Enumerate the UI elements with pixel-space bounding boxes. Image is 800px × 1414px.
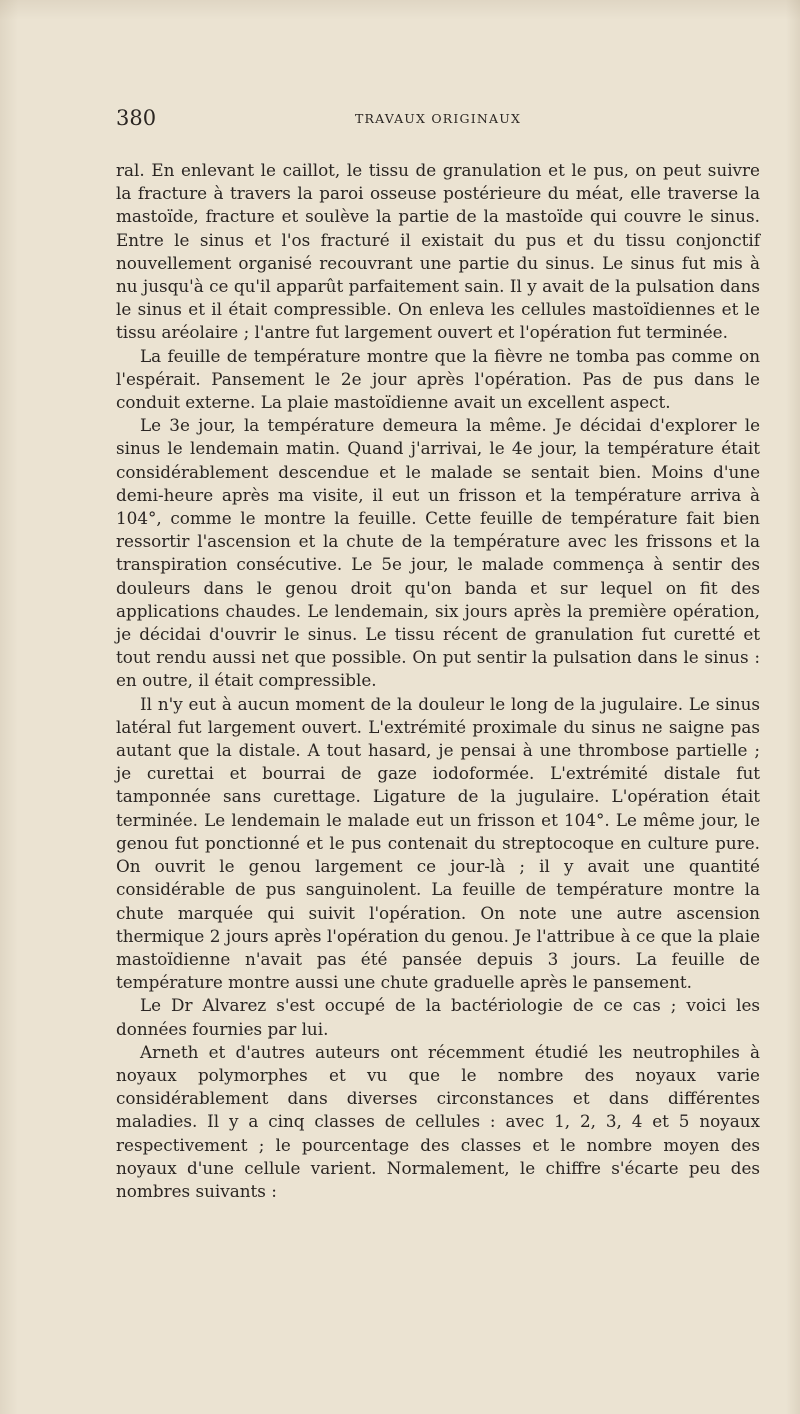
paragraph: Il n'y eut à aucun moment de la douleur le long de la jugulaire. Le sinus latéral fut largement ouvert. L'extrémité proximale du sinus ne saigne pas autant que la distale. A tout hasard, je pensai à une thrombose partielle ; je curettai et bourrai de gaze iodoformée. L'extrémité distale fut tamponnée sans curettage. Ligature de la jugulaire. L'opération était terminée. Le lendemain le malade eut un frisson et 104°. Le même jour, le genou fut ponctionné et le pus contenait du streptocoque en culture pure. On ouvrit le genou largement ce jour-là ; il y avait une quantité considérable de pus sanguinolent. La feuille de température montre la chute marquée qui suivit l'opération. On note une autre ascension thermique 2 jours après l'opération du genou. Je l'attribue à ce que la plaie mastoïdienne n'avait pas été pansée depuis 3 jours. La feuille de température montre aussi une chute graduelle après le pansement. (116, 693, 760, 993)
paragraph: ral. En enlevant le caillot, le tissu de granulation et le pus, on peut suivre la fracture à travers la paroi osseuse postérieure du méat, elle traverse la mastoïde, fracture et soulève la partie de la mastoïde qui couvre le sinus. Entre le sinus et l'os fracturé il existait du pus et du tissu conjonctif nouvellement organisé recouvrant une partie du sinus. Le sinus fut mis à nu jusqu'à ce qu'il apparût parfaitement sain. Il y avait de la pulsation dans le sinus et il était compressible. On enleva les cellules mastoïdiennes et le tissu aréolaire ; l'antre fut largement ouvert et l'opération fut terminée. (116, 160, 760, 343)
paragraph: La feuille de température montre que la fièvre ne tomba pas comme on l'espérait. Pansement le 2e jour après l'opération. Pas de pus dans le conduit externe. La plaie mastoïdienne avait un excellent aspect. (116, 345, 760, 413)
running-title: TRAVAUX ORIGINAUX (354, 111, 522, 126)
paragraph: Le Dr Alvarez s'est occupé de la bactériologie de ce cas ; voici les données fournies par lui. (116, 995, 760, 1039)
paragraph: Arneth et d'autres auteurs ont récemment étudié les neutrophiles à noyaux polymorphes et vu que le nombre des noyaux varie considérablement dans diverses circonstances et dans différentes maladies. Il y a cinq classes de cellules : avec 1, 2, 3, 4 et 5 noyaux respectivement ; le pourcentage des classes et le nombre moyen des noyaux d'une cellule varient. Normalement, le chiffre s'écarte peu des nombres suivants : (116, 1041, 760, 1201)
paragraph: Le 3e jour, la température demeura la même. Je décidai d'explorer le sinus le lendemain matin. Quand j'arrivai, le 4e jour, la température était considérablement descendue et le malade se sentait bien. Moins d'une demi-heure après ma visite, il eut un frisson et la température arriva à 104°, comme le montre la feuille. Cette feuille de température fait bien ressortir l'ascension et la chute de la température avec les frissons et la transpiration consécutive. Le 5e jour, le malade commença à sentir des douleurs dans le genou droit qu'on banda et sur lequel on fit des applications chaudes. Le lendemain, six jours après la première opération, je décidai d'ouvrir le sinus. Le tissu récent de granulation fut curetté et tout rendu aussi net que possible. On put sentir la pulsation dans le sinus : en outre, il était compressible. (116, 415, 760, 691)
page-number: 380 (116, 106, 157, 130)
body-text (116, 159, 760, 1203)
page-header (116, 104, 760, 132)
